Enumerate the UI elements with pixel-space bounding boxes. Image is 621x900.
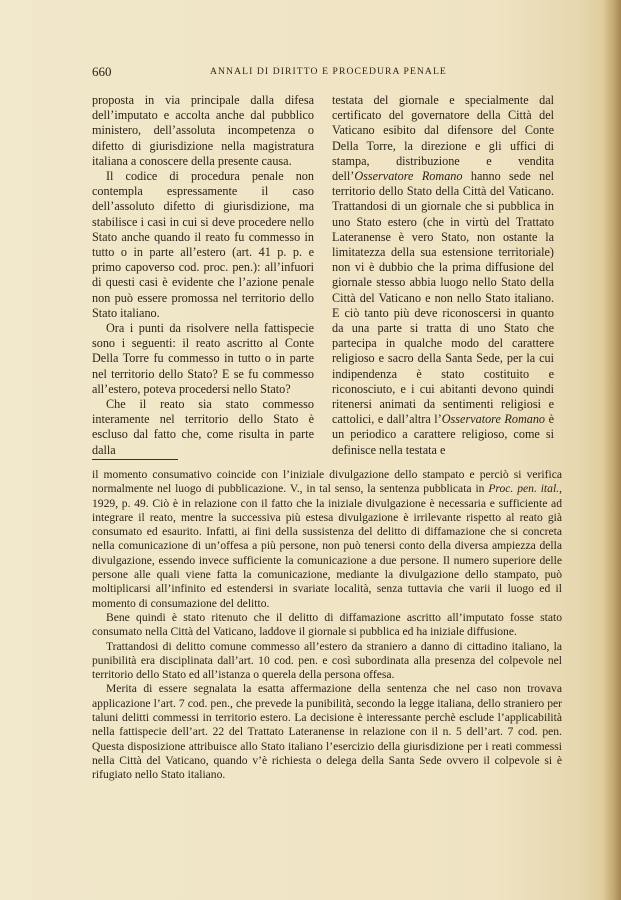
text-run: hanno sede nel territorio dello Stato della Città del Vaticano. Trattandosi di un giornale che si pubblica in uno Stato estero (che in virtù del Trattato Lateranense è vero Stato, non ostante la limitatezza della sua estensione territoriale) non vi è dubbio che la prima diffusione del giornale stesso abbia luogo nello Stato della Città del Vaticano e non nello Stato italiano. E ciò tanto più deve riconoscersi in quanto da una parte si tratta di uno Stato che partecipa in qualche modo del carattere religioso e sacro della Santa Sede, per la cui indipendenza è stato costituito e riconosciuto, e i cui abitanti devono quindi ritenersi animati da sentimenti religiosi e cattolici, e dall’altra l’ — [332, 169, 554, 427]
running-title: ANNALI DI DIRITTO E PROCEDURA PENALE — [210, 66, 447, 77]
left-column — [92, 93, 314, 458]
footnote-paragraph: Merita di essere segnalata la esatta affermazione della sentenza che nel caso non trovava applicazione l’art. 7 cod. pen., che prevede la punibilità, secondo la legge italiana, dello straniero per taluni delitti commessi in territorio estero. La decisione è interessante perchè esclude l’applicabilità nella fattispecie dell’art. 22 del Trattato Lateranense in relazione con il n. 5 dell’art. 7 cod. pen. Questa disposizione attribuisce allo Stato italiano l’esercizio della giurisdizione per i reati commessi nella Città del Vaticano, quando v’è richiesta o delega della Santa Sede ovvero il colpevole si è rifugiato nello Stato italiano. — [92, 682, 562, 782]
left-paragraph: Il codice di procedura penale non contempla espressamente il caso dell’assoluto difetto di giurisdizione, ma stabilisce i casi in cui si deve procedere nello Stato anche quando il reato fu commesso in tutto o in parte all’estero (art. 41 p. p. e primo capoverso cod. proc. pen.): all’infuori di questi casi è evidente che l’azione penale non può essere promossa nel territorio dello Stato italiano. — [92, 169, 314, 320]
text-run: il momento consumativo coincide con l’iniziale divulgazione dello stampato e perciò si verifica normalmente nel luogo di pubblicazione. V., in tal senso, la sentenza pubblicata in — [92, 468, 562, 496]
page-number: 660 — [92, 64, 112, 79]
text-run: , 1929, p. 49. Ciò è in relazione con il fatto che la iniziale divulgazione è necessaria e sufficiente ad integrare il reato, mentre la successiva più estesa divulgazione è irrilevante rispetto al reato già consumato ed esaurito. Infatti, ai fini della sussistenza del delitto di diffamazione che si concreta nella comunicazione di un’offesa a più persone, non può tenersi conto della diversa ampiezza della divulgazione, essendo invece sufficiente la comunicazione a due persone. Il numero superiore delle persone alle quali viene fatta la comunicazione, mediante la divulgazione dello stampato, può moltiplicarsi all’infinito ed estendersi in svariate località, senza tuttavia che varii il luogo ed il momento di consumazione del delitto. — [92, 482, 562, 610]
footnote-rule — [92, 459, 178, 460]
left-paragraph: Che il reato sia stato commesso interamente nel territorio dello Stato è escluso dal fatto che, come risulta in parte dalla — [92, 397, 314, 457]
text-run: testata del giornale e specialmente dal certificato del governatore della Città del Vaticano esibito dal difensore del Conte Della Torre, la direzione e gli uffici di stampa, distribuzione e vendita dell’ — [332, 93, 554, 184]
journal-title: Osservatore Romano — [354, 169, 463, 184]
footnote-paragraph — [92, 468, 562, 611]
page-edge-shadow — [603, 0, 621, 900]
text-run: è un periodico a carattere religioso, come si definisce nella testata e — [332, 412, 554, 457]
left-paragraph: proposta in via principale dalla difesa dell’imputato e accolta anche dal pubblico ministero, dell’assoluta incompetenza o difetto di giurisdizione nella magistratura italiana a conoscere della presente causa. — [92, 93, 314, 168]
right-paragraph — [332, 93, 554, 458]
right-column — [332, 93, 554, 458]
journal-title: Osservatore Romano — [441, 412, 546, 427]
page-header — [92, 64, 560, 80]
footnote-paragraph: Trattandosi di delitto comune commesso all’estero da straniero a danno di cittadino italiano, la punibilità era disciplinata dall’art. 10 cod. pen. e così subordinata alla presenza del colpevole nel territorio dello Stato ed all’istanza o querela della persona offesa. — [92, 639, 562, 682]
left-paragraph: Ora i punti da risolvere nella fattispecie sono i seguenti: il reato ascritto al Conte Della Torre fu commesso in tutto o in parte nel territorio dello Stato? E se fu commesso all’estero, poteva procedersi nello Stato? — [92, 321, 314, 396]
footnotes — [92, 468, 562, 783]
footnote-paragraph: Bene quindi è stato ritenuto che il delitto di diffamazione ascritto all’imputato fosse stato consumato nella Città del Vaticano, laddove il giornale si pubblica ed ha iniziale diffusione. — [92, 610, 562, 639]
citation-title: Proc. pen. ital. — [488, 482, 560, 496]
